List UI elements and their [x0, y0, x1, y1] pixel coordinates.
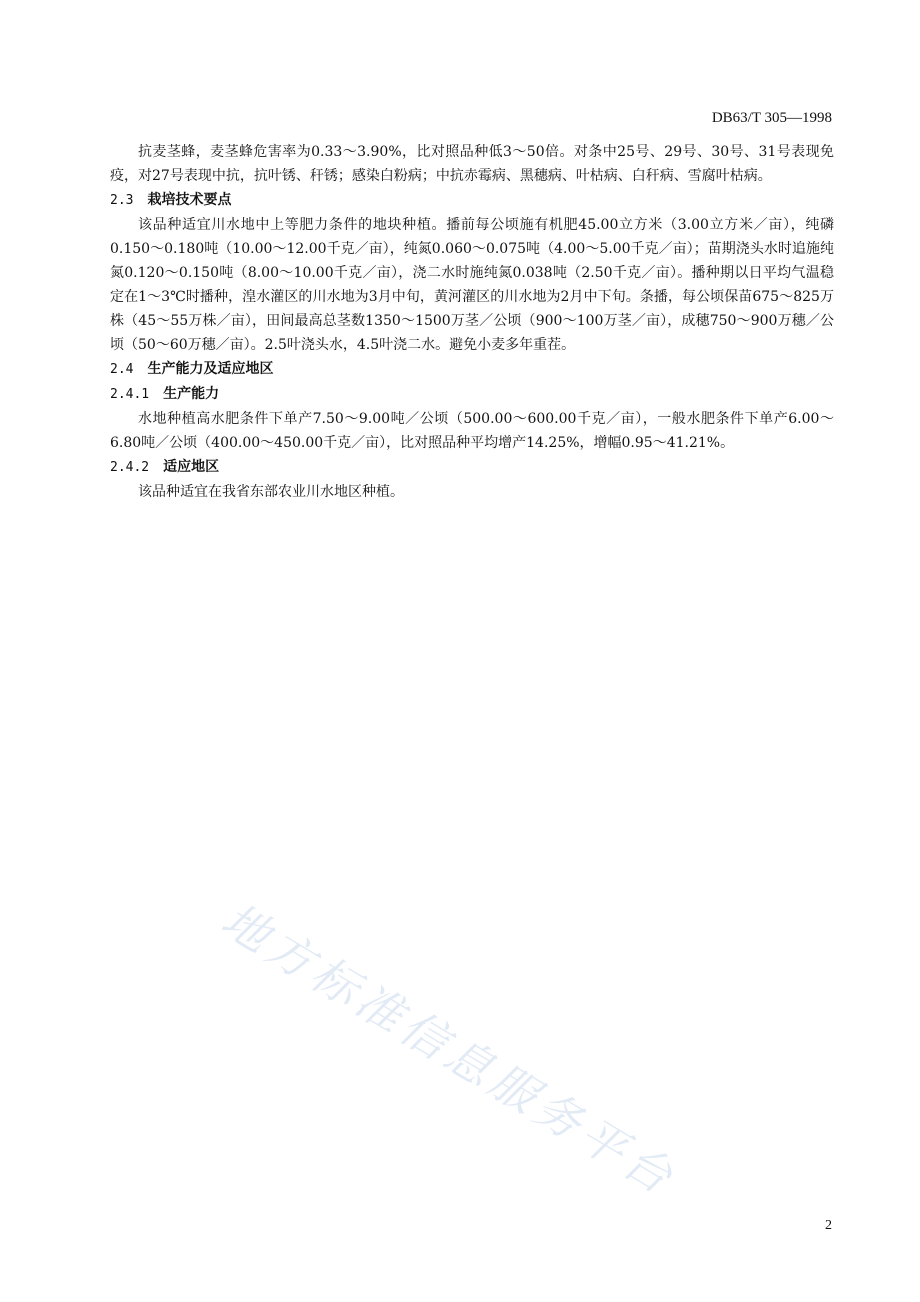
section-heading-2-3 — [110, 188, 834, 213]
section-heading-2-4-1 — [110, 382, 834, 407]
section-title: 栽培技术要点 — [147, 192, 232, 208]
section-heading-2-4 — [110, 357, 834, 382]
section-heading-2-4-2 — [110, 455, 834, 480]
section-number: 2.4.2 — [110, 460, 150, 475]
watermark: 地方标准信息服务平台 — [212, 892, 687, 1207]
section-title: 生产能力 — [163, 386, 220, 402]
section-number: 2.4.1 — [110, 387, 150, 402]
standard-code: DB63/T 305—1998 — [711, 110, 832, 126]
section-title: 适应地区 — [163, 459, 220, 475]
section-number: 2.4 — [110, 362, 134, 377]
page-number: 2 — [825, 1218, 832, 1233]
document-body — [110, 140, 834, 504]
section-number: 2.3 — [110, 193, 134, 208]
intro-paragraph: 抗麦茎蜂，麦茎蜂危害率为0.33～3.90%，比对照品种低3～50倍。对条中25号、29号、30号、31号表现免疫，对27号表现中抗，抗叶锈、秆锈；感染白粉病；中抗赤霉病、黑穗病、叶枯病、白秆病、雪腐叶枯病。 — [110, 144, 834, 184]
production-capacity-paragraph: 水地种植高水肥条件下单产7.50～9.00吨／公顷（500.00～600.00千克／亩），一般水肥条件下单产6.00～ 6.80吨／公顷（400.00～450.00千克／亩），比对照品种平均增产14.25%，增幅0.95～41.21%。 — [110, 411, 834, 451]
suitable-region-paragraph: 该品种适宜在我省东部农业川水地区种植。 — [138, 484, 404, 500]
section-title: 生产能力及适应地区 — [147, 361, 274, 377]
cultivation-paragraph: 该品种适宜川水地中上等肥力条件的地块种植。播前每公顷施有机肥45.00立方米（3.00立方米／亩），纯磷0.150～0.180吨（10.00～12.00千克／亩），纯氮0.060～0.075吨（4.00～5.00千克／亩）；苗期浇头水时追施纯氮0.120～0.150吨（8.00～10.00千克／亩），浇二水时施纯氮0.038吨（2.50千克／亩）。播种期以日平均气温稳定在1～3℃时播种，湟水灌区的川水地为3月中旬，黄河灌区的川水地为2月中下旬。条播，每公顷保苗675～825万株（45～55万株／亩），田间最高总茎数1350～1500万茎／公顷（900～100万茎／亩），成穗750～900万穗／公顷（50～60万穗／亩）。2.5叶浇头水，4.5叶浇二水。避免小麦多年重茬。 — [110, 217, 834, 353]
